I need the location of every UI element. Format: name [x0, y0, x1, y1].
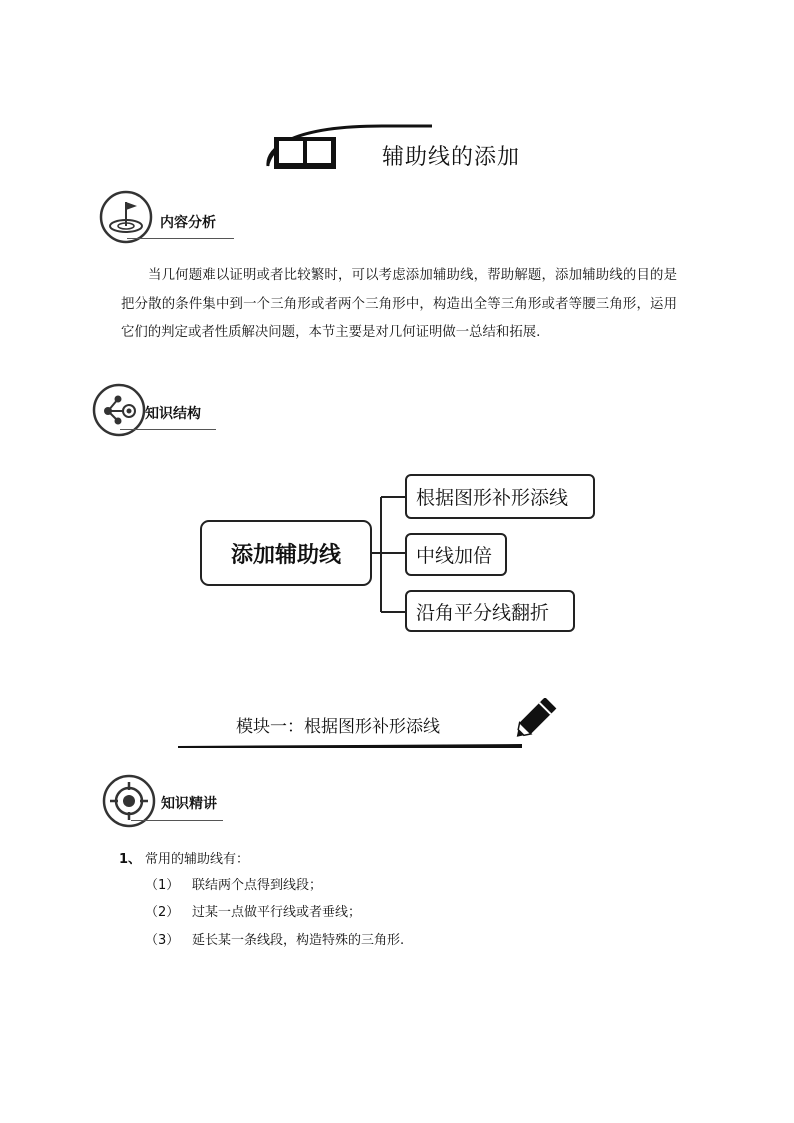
- list-item: 过某一点做平行线或者垂线；: [192, 905, 362, 920]
- mind-map-connectors: [372, 490, 408, 620]
- section-underline: [127, 238, 234, 239]
- module-heading: 模块一：根据图形补形添线: [236, 717, 440, 737]
- mind-map-branch: 根据图形补形添线: [405, 474, 595, 519]
- section-label-knowledge-structure: 知识结构: [145, 406, 201, 422]
- list-number: 1、: [119, 852, 142, 867]
- intro-paragraph: 当几何题难以证明或者比较繁时，可以考虑添加辅助线，帮助解题，添加辅助线的目的是把分散的条件集中到一个三角形或者两个三角形中，构造出全等三角形或者等腰三角形，运用它们的判定或者性质解决问题，本节主要是对几何证明做一总结和拓展.: [121, 268, 677, 340]
- flag-target-icon: [99, 190, 153, 244]
- module-underline: [176, 738, 526, 750]
- mind-map-root: 添加辅助线: [200, 520, 372, 586]
- list-item: 联结两个点得到线段；: [192, 878, 323, 893]
- page-title: 辅助线的添加: [382, 145, 521, 170]
- list-item-number: （1）: [145, 878, 180, 893]
- list-item: 延长某一条线段，构造特殊的三角形.: [192, 933, 405, 948]
- mind-map-branch: 沿角平分线翻折: [405, 590, 575, 632]
- list-item-number: （2）: [145, 905, 180, 920]
- pencil-icon: [512, 698, 564, 750]
- section-label-knowledge-explain: 知识精讲: [161, 796, 217, 812]
- list-heading: 常用的辅助线有：: [145, 852, 250, 867]
- open-book-icon: [272, 134, 338, 172]
- section-underline: [120, 429, 216, 430]
- list-item-number: （3）: [145, 933, 180, 948]
- section-underline: [131, 820, 223, 821]
- section-label-content-analysis: 内容分析: [160, 215, 216, 231]
- mind-map-branch: 中线加倍: [405, 533, 507, 576]
